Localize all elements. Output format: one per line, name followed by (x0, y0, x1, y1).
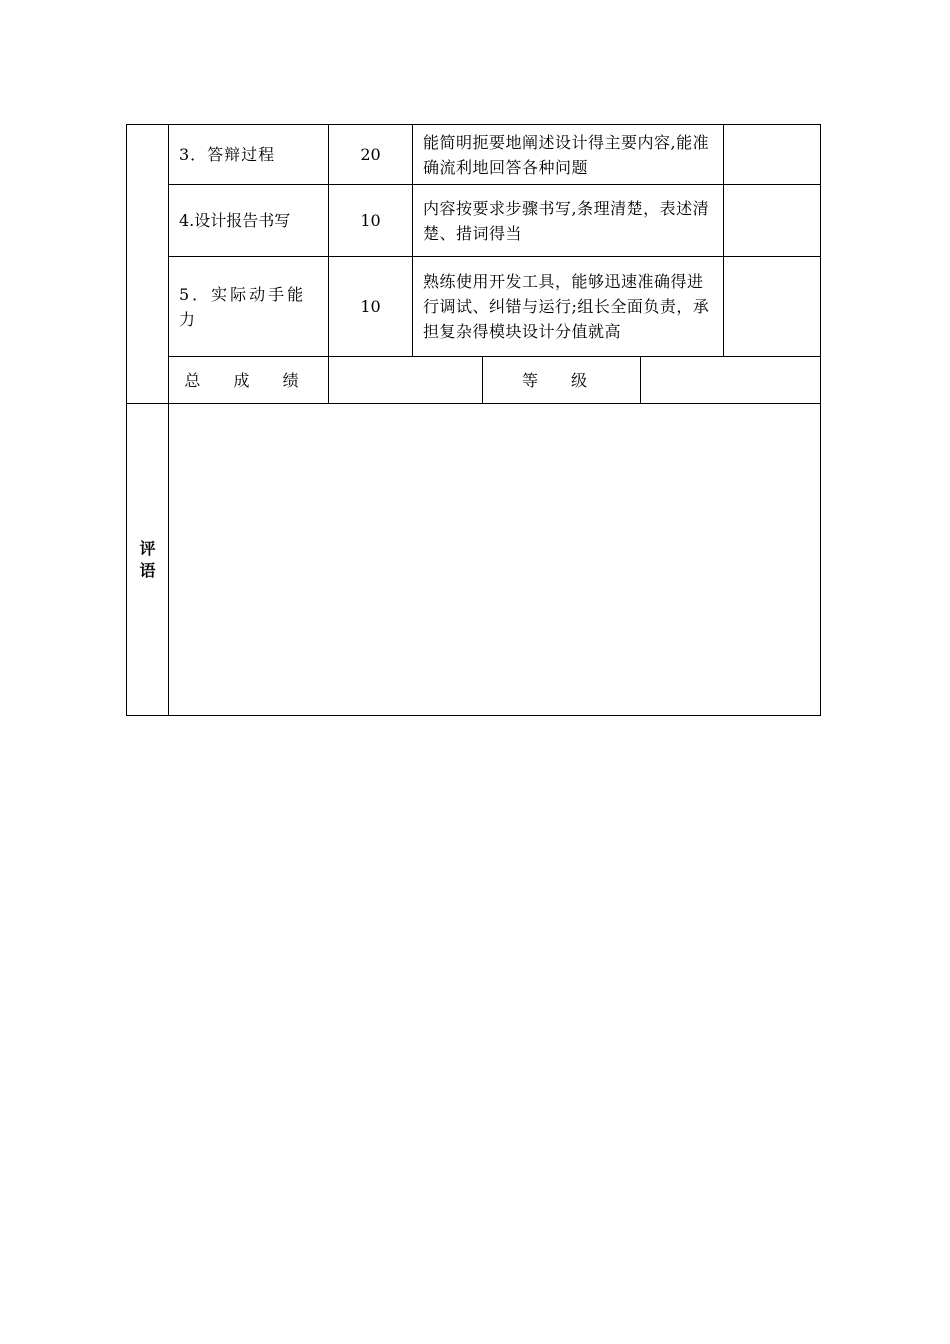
table-border-bottom (126, 715, 821, 716)
criterion-description: 熟练使用开发工具，能够迅速准确得进行调试、纠错与运行;组长全面负责，承担复杂得模块设计分值就高 (423, 272, 710, 341)
criterion-score: 10 (360, 297, 381, 316)
table-border-right (820, 124, 821, 716)
criterion-mark-cell[interactable] (724, 257, 820, 356)
comments-label: 评语 (139, 538, 156, 580)
total-score-value[interactable] (329, 357, 482, 403)
criterion-mark-cell[interactable] (724, 125, 820, 184)
total-score-label: 总 成 绩 (184, 370, 313, 390)
criterion-mark-cell[interactable] (724, 185, 820, 256)
grade-label: 等 级 (521, 370, 602, 390)
criterion-score: 20 (360, 145, 381, 164)
criterion-description: 能简明扼要地阐述设计得主要内容,能准确流利地回答各种问题 (423, 132, 710, 177)
comments-label-cell (127, 404, 168, 715)
criterion-description: 内容按要求步骤书写,条理清楚，表述清楚、措词得当 (423, 198, 710, 243)
grade-value[interactable] (641, 357, 820, 403)
comments-text[interactable] (169, 404, 820, 715)
criterion-name: 3．答辩过程 (179, 145, 276, 164)
criterion-score: 10 (360, 211, 381, 230)
criterion-name: 5．实际动手能力 (179, 284, 307, 329)
criterion-name: 4.设计报告书写 (179, 211, 291, 230)
